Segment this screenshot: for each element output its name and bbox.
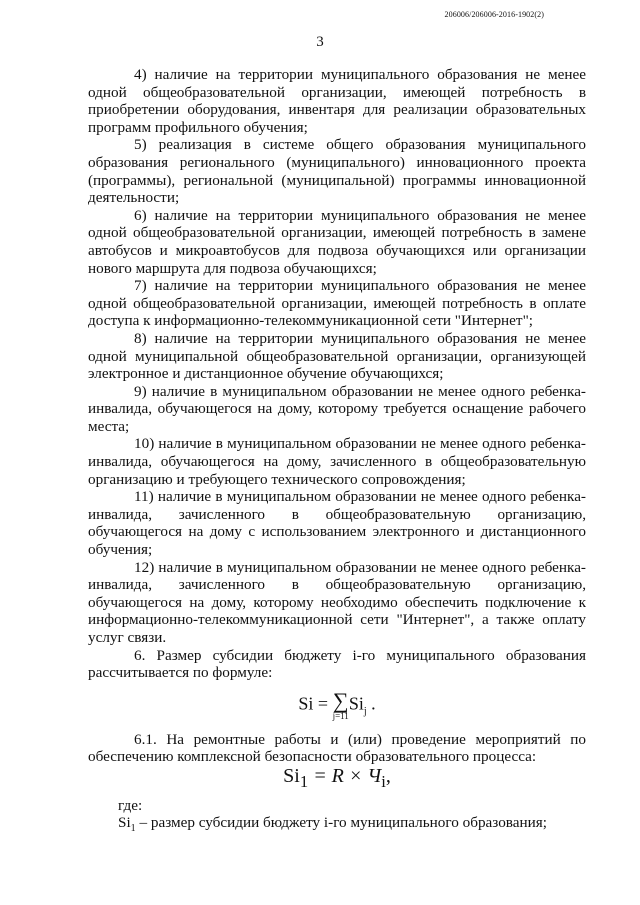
paragraph-item-8: 8) наличие на территории муниципального образования не менее одной муниципальной общеобразовательной организации, организующей электронное и дистанционное обучение обучающихся; bbox=[88, 329, 586, 383]
formula2-rhs-subscript: i bbox=[381, 771, 386, 791]
paragraph-item-5: 5) реализация в системе общего образования муниципального образования регионального (муниципального) инновационного проекта (программы), региональной (муниципальной) программы инновационной деятельности; bbox=[88, 136, 586, 207]
sum-limit: j=11 bbox=[332, 710, 349, 721]
definition-text: – размер субсидии бюджету i-го муниципального образования; bbox=[135, 814, 547, 832]
subsidy-sum-formula bbox=[88, 687, 586, 721]
paragraph-section-6: 6. Размер субсидии бюджету i-го муниципального образования рассчитывается по формуле: bbox=[88, 646, 586, 682]
formula-end: . bbox=[371, 693, 376, 714]
definition-symbol-subscript: 1 bbox=[130, 823, 136, 835]
paragraph-item-6: 6) наличие на территории муниципального образования не менее одной общеобразовательной организации, имеющей потребность в замене автобусов и микроавтобусов для подвоза обучающихся или организации нового маршрута для подвоза обучающихся; bbox=[88, 206, 586, 277]
paragraph-section-6-1: 6.1. На ремонтные работы и (или) проведение мероприятий по обеспечению комплексной безопасности образовательного процесса: bbox=[88, 730, 586, 766]
repair-subsidy-formula bbox=[88, 764, 586, 791]
formula2-end: , bbox=[385, 764, 391, 787]
formula2-lhs: Si bbox=[283, 764, 300, 787]
sum-operator bbox=[332, 687, 349, 721]
paragraph-item-4: 4) наличие на территории муниципального образования не менее одной общеобразовательной организации, имеющей потребность в приобретении оборудования, инвентаря для реализации образовательных программ профильного обучения; bbox=[88, 66, 586, 136]
formula-term-subscript: j bbox=[363, 706, 367, 717]
paragraph-item-7: 7) наличие на территории муниципального образования не менее одной общеобразовательной организации, имеющей потребность в оплате доступа к информационно-телекоммуникационной сети "Интернет"; bbox=[88, 277, 586, 330]
definition-symbol: Si bbox=[118, 814, 131, 832]
paragraph-item-9: 9) наличие в муниципальном образовании не менее одного ребенка-инвалида, обучающегося на дому, которому требуется оснащение рабочего места; bbox=[88, 382, 586, 435]
formula-lhs: Si bbox=[298, 693, 314, 714]
definition-si bbox=[88, 814, 586, 838]
document-body bbox=[88, 66, 586, 838]
formula-equals: = bbox=[317, 693, 329, 714]
formula2-rhs: = R × Ч bbox=[313, 764, 382, 787]
page-number: 3 bbox=[316, 34, 324, 50]
paragraph-item-11: 11) наличие в муниципальном образовании не менее одного ребенка-инвалида, зачисленного в общеобразовательную организацию, обучающегося на дому с использованием электронного и дистанционного обучения; bbox=[88, 488, 586, 559]
paragraph-item-12: 12) наличие в муниципальном образовании не менее одного ребенка-инвалида, зачисленного в общеобразовательную организацию, обучающегося на дому, которому необходимо обеспечить подключение к информационно-телекоммуникационной сети "Интернет", а также оплату услуг связи. bbox=[88, 558, 586, 646]
where-label: где: bbox=[118, 796, 143, 814]
formula2-lhs-subscript: 1 bbox=[299, 771, 309, 791]
sigma-symbol: ∑ bbox=[332, 687, 349, 713]
paragraph-item-10: 10) наличие в муниципальном образовании не менее одного ребенка-инвалида, обучающегося на дому, зачисленного в общеобразовательную организацию и требующего технического сопровождения; bbox=[88, 435, 586, 488]
formula-term: Si bbox=[348, 693, 364, 714]
document-code: 206006/206006-2016-1902(2) bbox=[444, 10, 544, 19]
